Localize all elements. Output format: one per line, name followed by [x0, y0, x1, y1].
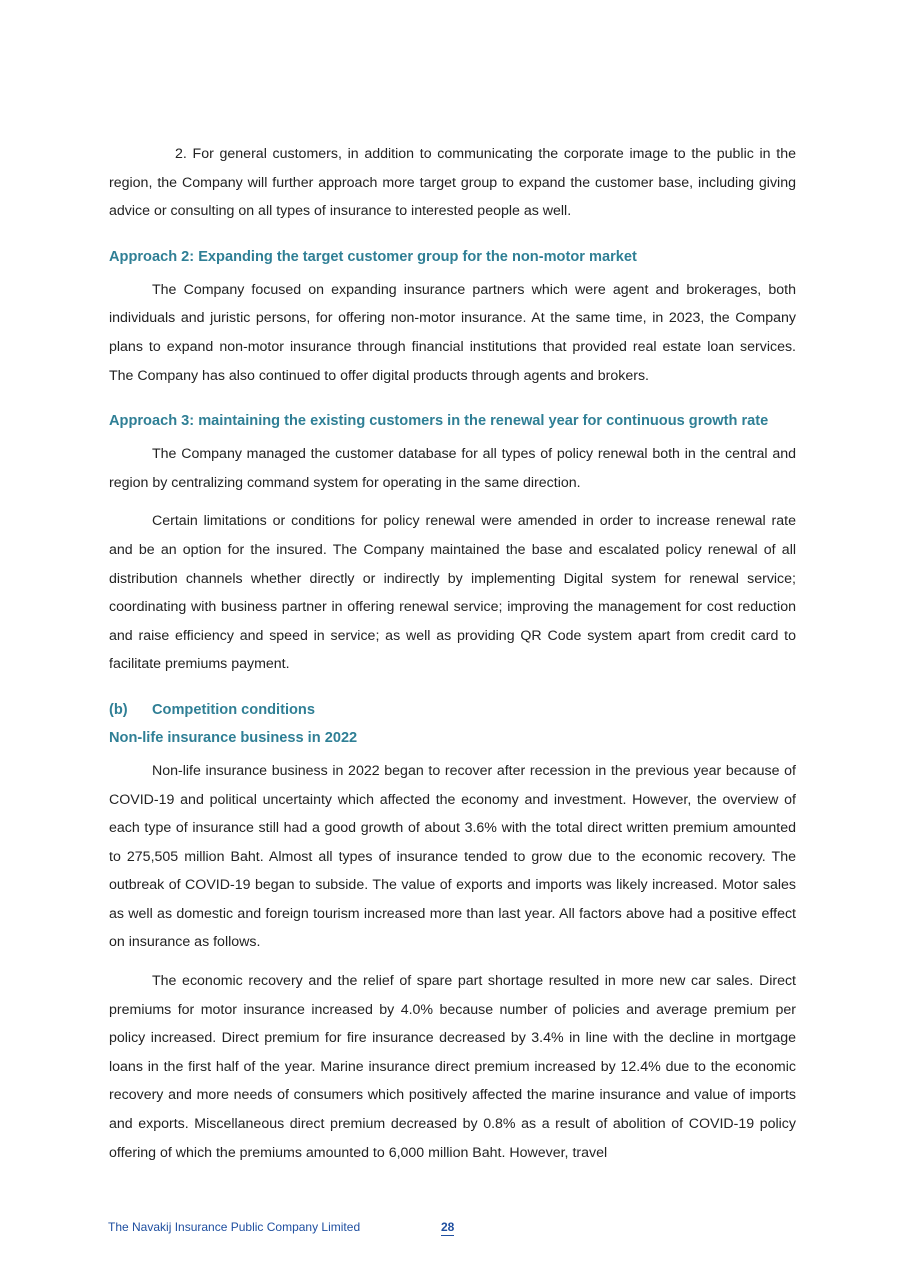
- heading-approach-3: Approach 3: maintaining the existing customers in the renewal year for continuous growth rate: [109, 413, 769, 430]
- page-footer: [108, 1220, 468, 1240]
- page-content: [109, 140, 796, 1167]
- section-title: Competition conditions: [152, 701, 315, 718]
- heading-competition-conditions: [109, 700, 796, 720]
- paragraph-non-motor-expansion: The Company focused on expanding insurance partners which were agent and brokerages, both individuals and juristic persons, for offering non-motor insurance. At the same time, in 2023, the Company plans to expand non-motor insurance through financial institutions that provided real estate loan services. The Company has also continued to offer digital products through agents and brokers.: [109, 281, 796, 384]
- paragraph-customer-database: The Company managed the customer database for all types of policy renewal both in the central and region by centralizing command system for operating in the same direction.: [109, 446, 796, 491]
- page-number: 28: [441, 1220, 455, 1234]
- footer-company-name: The Navakij Insurance Public Company Limited: [108, 1220, 361, 1234]
- section-number: (b): [109, 701, 128, 718]
- heading-non-life-2022: Non-life insurance business in 2022: [109, 729, 358, 746]
- paragraph-economic-recovery: The economic recovery and the relief of spare part shortage resulted in more new car sales. Direct premiums for motor insurance increased by 4.0% because number of policies and average premium per policy increased. Direct premium for fire insurance decreased by 3.4% in line with the decline in mortgage loans in the first half of the year. Marine insurance direct premium increased by 12.4% due to the economic recovery and more needs of consumers which positively affected the marine insurance and value of imports and exports. Miscellaneous direct premium decreased by 0.8% as a result of abolition of COVID-19 policy offering of which the premiums amounted to 6,000 million Baht. However, travel: [109, 973, 796, 1161]
- paragraph-non-life-overview: Non-life insurance business in 2022 began to recover after recession in the previous year because of COVID-19 and political uncertainty which affected the economy and investment. However, the overview of each type of insurance still had a good growth of about 3.6% with the total direct written premium amounted to 275,505 million Baht. Almost all types of insurance tended to grow due to the economic recovery. The outbreak of COVID-19 began to subside. The value of exports and imports was likely increased. Motor sales as well as domestic and foreign tourism increased more than last year. All factors above had a positive effect on insurance as follows.: [109, 762, 796, 951]
- heading-approach-2: Approach 2: Expanding the target customer group for the non-motor market: [109, 248, 637, 265]
- paragraph-general-customers: 2. For general customers, in addition to communicating the corporate image to the public in the region, the Company will further approach more target group to expand the customer base, including giving advice or consulting on all types of insurance to interested people as well.: [109, 146, 796, 220]
- paragraph-gap: [109, 497, 796, 507]
- paragraph-policy-renewal: Certain limitations or conditions for policy renewal were amended in order to increase renewal rate and be an option for the insured. The Company maintained the base and escalated policy renewal of all distribution channels whether directly or indirectly by implementing Digital system for renewal service; coordinating with business partner in offering renewal service; improving the management for cost reduction and raise efficiency and speed in service; as well as providing QR Code system apart from credit card to facilitate premiums payment.: [109, 513, 796, 673]
- paragraph-gap: [109, 957, 796, 967]
